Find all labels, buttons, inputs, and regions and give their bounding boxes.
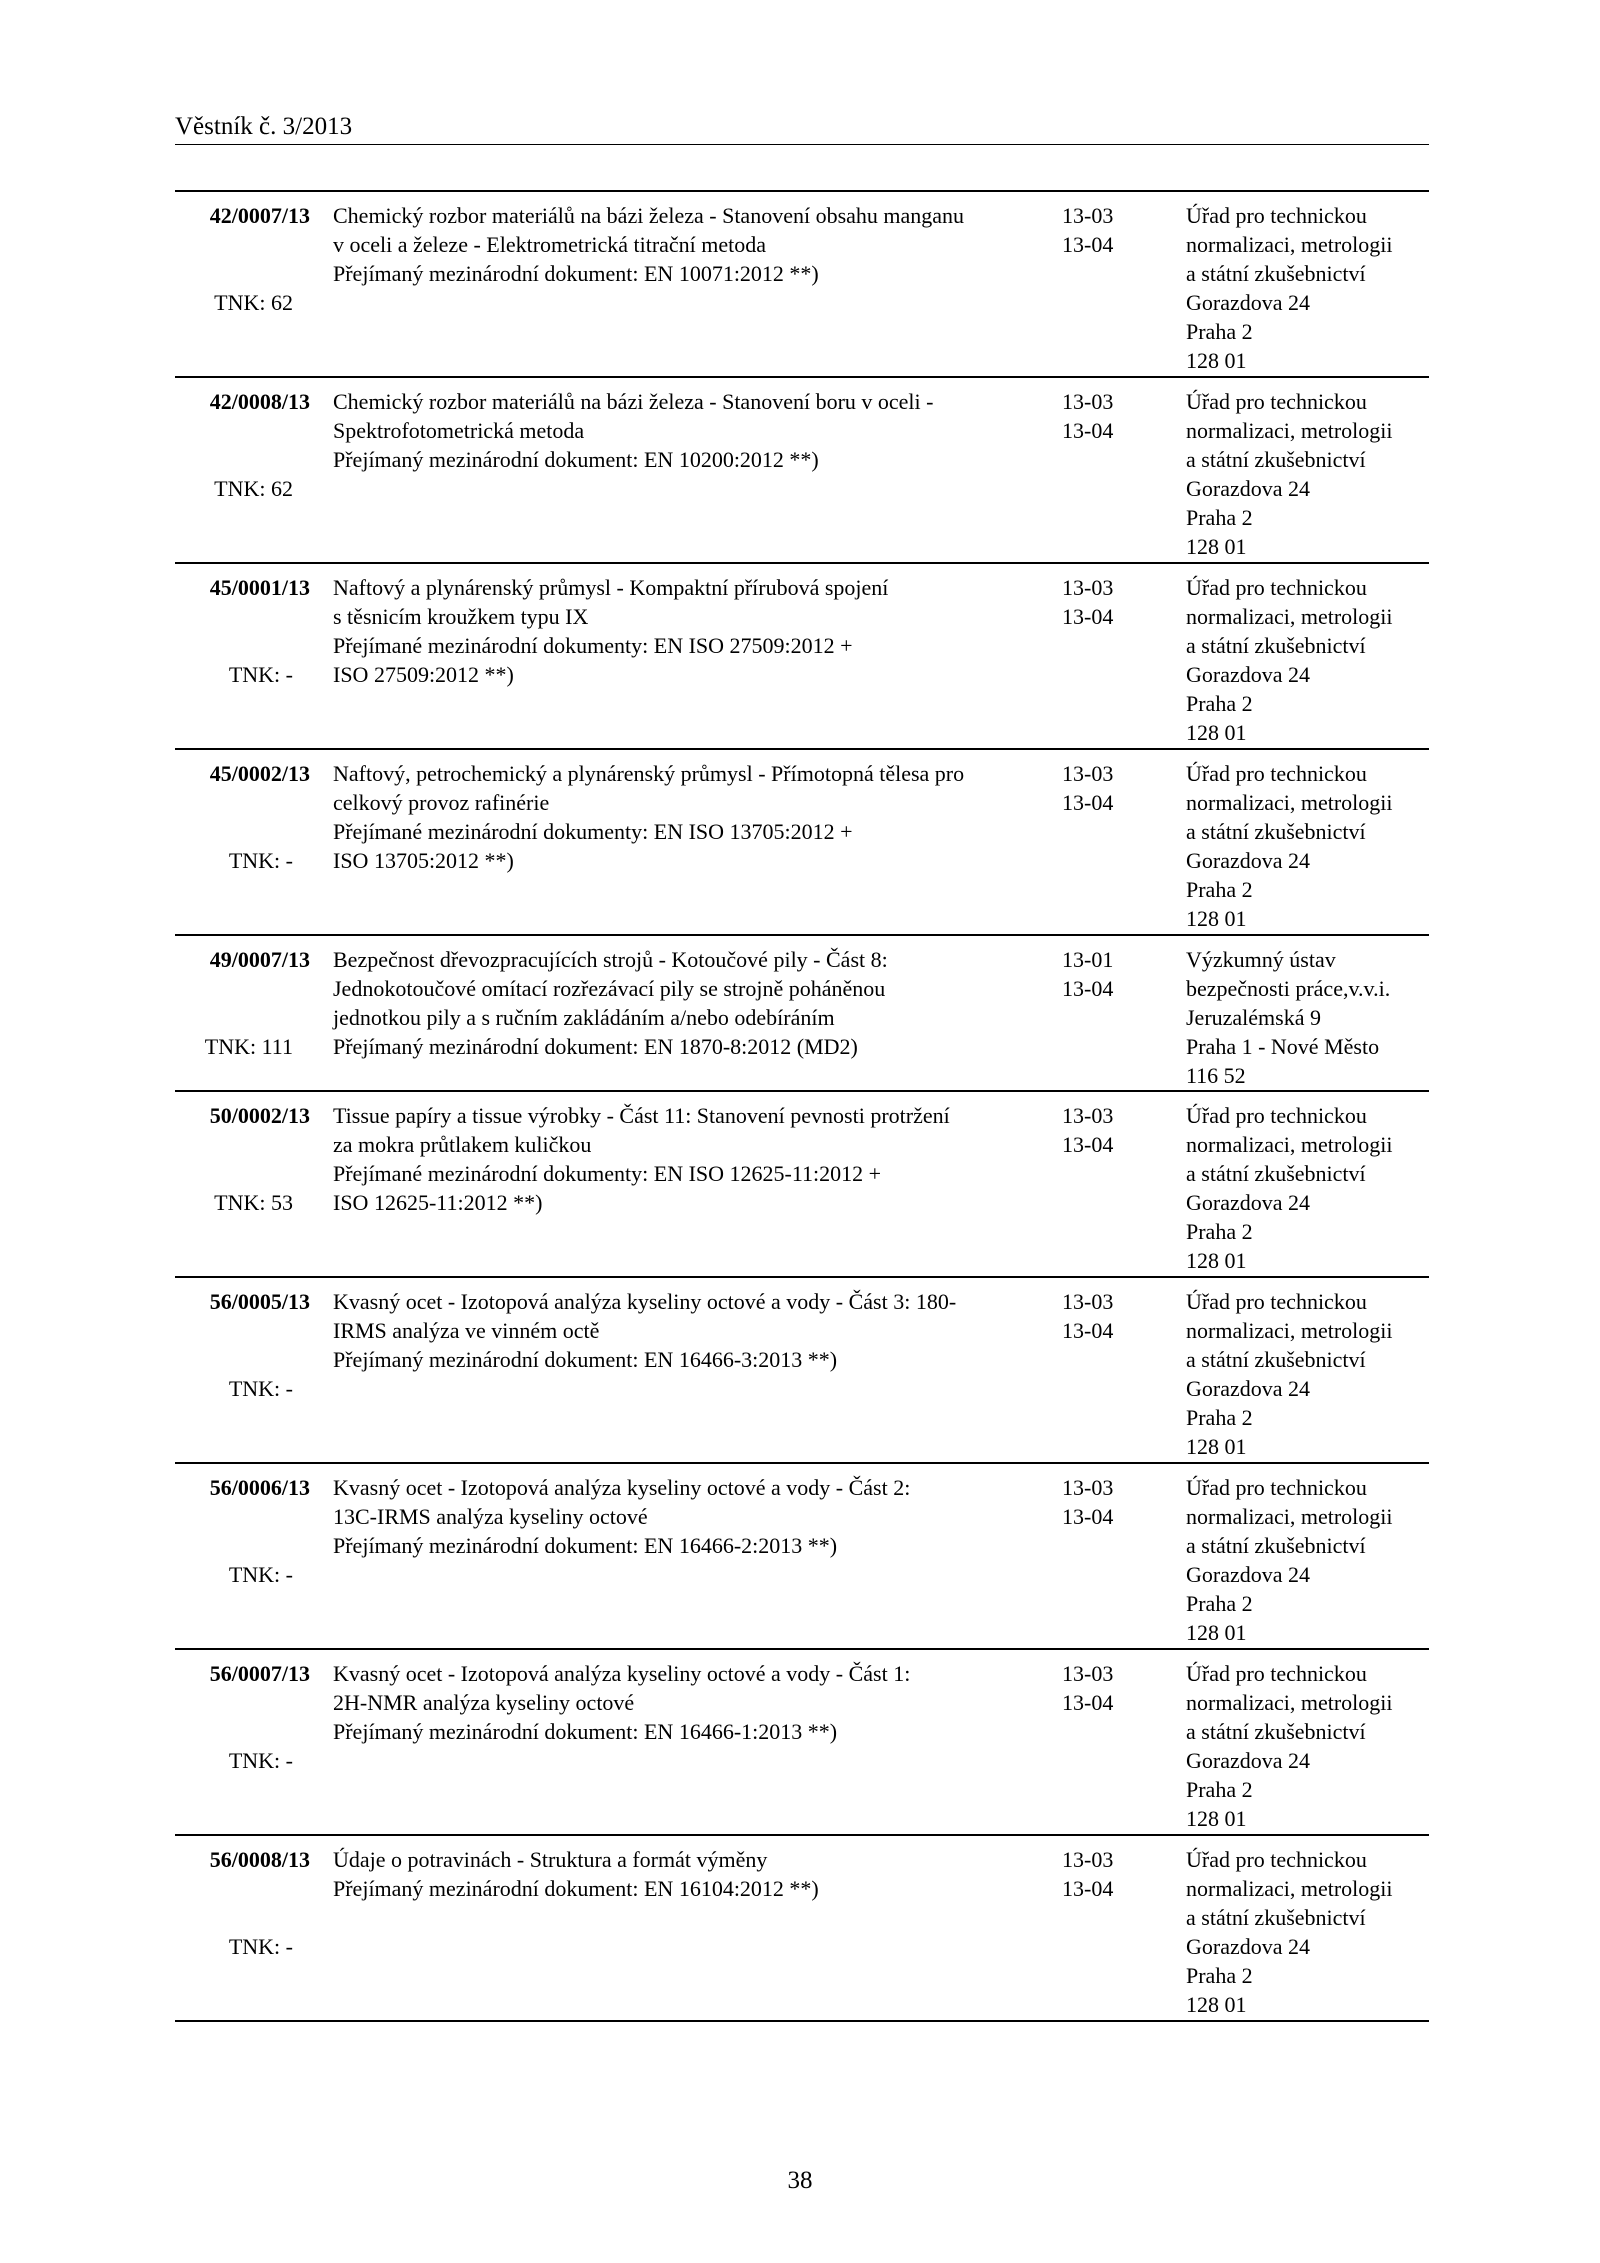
organization-line: a státní zkušebnictví [1186,447,1366,472]
processing-organization [1186,1287,1431,1461]
tnk-label: TNK: 62 [214,476,293,501]
classification-codes [1062,201,1152,259]
classification-code: 13-03 [1062,1289,1114,1314]
classification-code: 13-04 [1062,976,1114,1001]
standard-id: 56/0008/13 [209,1847,310,1872]
processing-organization [1186,945,1431,1090]
organization-line: Úřad pro technickou [1186,389,1367,414]
organization-line: a státní zkušebnictví [1186,1533,1366,1558]
standard-title [333,759,1033,875]
organization-line: 128 01 [1186,1992,1247,2017]
classification-code: 13-03 [1062,1103,1114,1128]
title-line: Přejímaný mezinárodní dokument: EN 10071:2012 **) [333,261,819,286]
organization-line: 128 01 [1186,906,1247,931]
title-line: 2H-NMR analýza kyseliny octové [333,1690,635,1715]
organization-line: Praha 1 - Nové Město [1186,1034,1380,1059]
header-title: Věstník č. 3/2013 [175,113,353,140]
processing-organization [1186,573,1431,747]
organization-line: a státní zkušebnictví [1186,1905,1366,1930]
table-row [175,1092,1429,1278]
table-row [175,936,1429,1092]
title-line: Přejímaný mezinárodní dokument: EN 16466-1:2013 **) [333,1719,838,1744]
classification-code: 13-04 [1062,1132,1114,1157]
table-row [175,1278,1429,1464]
organization-line: Gorazdova 24 [1186,662,1311,687]
organization-line: normalizaci, metrologii [1186,1690,1393,1715]
organization-line: Gorazdova 24 [1186,476,1311,501]
title-line: celkový provoz rafinérie [333,790,550,815]
organization-line: Úřad pro technickou [1186,1847,1367,1872]
organization-line: Výzkumný ústav [1186,947,1336,972]
organization-line: normalizaci, metrologii [1186,418,1393,443]
table-row [175,1650,1429,1836]
organization-line: Úřad pro technickou [1186,575,1367,600]
classification-code: 13-03 [1062,1475,1114,1500]
standard-title [333,573,1033,689]
organization-line: 128 01 [1186,534,1247,559]
title-line: Kvasný ocet - Izotopová analýza kyseliny octové a vody - Část 3: 180- [333,1289,957,1314]
organization-line: 128 01 [1186,1620,1247,1645]
organization-line: Praha 2 [1186,505,1253,530]
tnk-label: TNK: 111 [204,1034,293,1059]
tnk-label: TNK: 62 [214,290,293,315]
organization-line: normalizaci, metrologii [1186,790,1393,815]
title-line: Naftový a plynárenský průmysl - Kompaktní přírubová spojení [333,575,889,600]
processing-organization [1186,201,1431,375]
title-line: Kvasný ocet - Izotopová analýza kyseliny octové a vody - Část 2: [333,1475,911,1500]
organization-line: 128 01 [1186,1806,1247,1831]
organization-line: normalizaci, metrologii [1186,604,1393,629]
table-row [175,1836,1429,2022]
standard-id: 56/0006/13 [209,1475,310,1500]
organization-line: Praha 2 [1186,319,1253,344]
organization-line: Praha 2 [1186,1405,1253,1430]
standard-id: 49/0007/13 [209,947,310,972]
standard-title [333,1287,1033,1374]
organization-line: a státní zkušebnictví [1186,1719,1366,1744]
classification-codes [1062,1101,1152,1159]
title-line: jednotkou pily a s ručním zakládáním a/nebo odebíráním [333,1005,835,1030]
title-line: IRMS analýza ve vinném octě [333,1318,600,1343]
standard-title [333,1659,1033,1746]
organization-line: Úřad pro technickou [1186,1289,1367,1314]
classification-codes [1062,945,1152,1003]
title-line: Chemický rozbor materiálů na bázi železa - Stanovení boru v oceli - [333,389,934,414]
organization-line: Úřad pro technickou [1186,1103,1367,1128]
organization-line: a státní zkušebnictví [1186,261,1366,286]
organization-line: Úřad pro technickou [1186,1661,1367,1686]
classification-codes [1062,759,1152,817]
classification-code: 13-04 [1062,790,1114,815]
organization-line: Gorazdova 24 [1186,1934,1311,1959]
classification-code: 13-01 [1062,947,1114,972]
title-line: ISO 13705:2012 **) [333,848,514,873]
table-row [175,1464,1429,1650]
organization-line: bezpečnosti práce,v.v.i. [1186,976,1391,1001]
title-line: Bezpečnost dřevozpracujících strojů - Kotoučové pily - Část 8: [333,947,888,972]
standard-id: 45/0001/13 [209,575,310,600]
table-row [175,564,1429,750]
organization-line: Jeruzalémská 9 [1186,1005,1321,1030]
processing-organization [1186,1473,1431,1647]
organization-line: normalizaci, metrologii [1186,1132,1393,1157]
classification-codes [1062,387,1152,445]
organization-line: Praha 2 [1186,877,1253,902]
title-line: v oceli a železe - Elektrometrická titrační metoda [333,232,767,257]
title-line: Přejímané mezinárodní dokumenty: EN ISO 13705:2012 + [333,819,853,844]
classification-code: 13-04 [1062,1876,1114,1901]
classification-code: 13-03 [1062,389,1114,414]
page-number: 38 [787,2167,813,2194]
processing-organization [1186,759,1431,933]
standard-title [333,387,1033,474]
organization-line: Gorazdova 24 [1186,1190,1311,1215]
tnk-label: TNK: - [228,1748,293,1773]
table-row [175,192,1429,378]
organization-line: Gorazdova 24 [1186,1562,1311,1587]
processing-organization [1186,1845,1431,2019]
header-rule [175,144,1429,145]
title-line: Jednokotoučové omítací rozřezávací pily se strojně poháněnou [333,976,886,1001]
title-line: Přejímaný mezinárodní dokument: EN 10200:2012 **) [333,447,819,472]
organization-line: normalizaci, metrologii [1186,1504,1393,1529]
classification-codes [1062,1659,1152,1717]
organization-line: 128 01 [1186,1434,1247,1459]
classification-code: 13-03 [1062,1661,1114,1686]
standards-table [175,190,1429,2022]
table-row [175,378,1429,564]
classification-code: 13-04 [1062,1690,1114,1715]
organization-line: Praha 2 [1186,1777,1253,1802]
organization-line: a státní zkušebnictví [1186,633,1366,658]
processing-organization [1186,1101,1431,1275]
organization-line: Úřad pro technickou [1186,761,1367,786]
standard-title [333,201,1033,288]
organization-line: Úřad pro technickou [1186,203,1367,228]
organization-line: 128 01 [1186,720,1247,745]
processing-organization [1186,1659,1431,1833]
standard-title [333,1845,1033,1903]
organization-line: Úřad pro technickou [1186,1475,1367,1500]
classification-code: 13-03 [1062,575,1114,600]
tnk-label: TNK: - [228,1376,293,1401]
organization-line: normalizaci, metrologii [1186,1876,1393,1901]
organization-line: Praha 2 [1186,1963,1253,1988]
standard-id: 42/0007/13 [209,203,310,228]
organization-line: Gorazdova 24 [1186,1376,1311,1401]
title-line: Spektrofotometrická metoda [333,418,585,443]
title-line: Přejímaný mezinárodní dokument: EN 16466-3:2013 **) [333,1347,838,1372]
organization-line: Gorazdova 24 [1186,290,1311,315]
organization-line: Gorazdova 24 [1186,1748,1311,1773]
table-row [175,750,1429,936]
organization-line: a státní zkušebnictví [1186,819,1366,844]
title-line: Údaje o potravinách - Struktura a formát výměny [333,1847,768,1872]
standard-id: 50/0002/13 [209,1103,310,1128]
title-line: Kvasný ocet - Izotopová analýza kyseliny octové a vody - Část 1: [333,1661,911,1686]
standard-title [333,1473,1033,1560]
classification-code: 13-04 [1062,1504,1114,1529]
organization-line: Praha 2 [1186,1219,1253,1244]
title-line: ISO 27509:2012 **) [333,662,514,687]
classification-codes [1062,573,1152,631]
organization-line: Praha 2 [1186,691,1253,716]
title-line: za mokra průtlakem kuličkou [333,1132,592,1157]
tnk-label: TNK: - [228,848,293,873]
standard-id: 45/0002/13 [209,761,310,786]
processing-organization [1186,387,1431,561]
classification-code: 13-03 [1062,761,1114,786]
standard-id: 56/0005/13 [209,1289,310,1314]
classification-code: 13-03 [1062,203,1114,228]
classification-code: 13-04 [1062,1318,1114,1343]
classification-codes [1062,1473,1152,1531]
tnk-label: TNK: - [228,1934,293,1959]
title-line: Naftový, petrochemický a plynárenský průmysl - Přímotopná tělesa pro [333,761,965,786]
classification-code: 13-03 [1062,1847,1114,1872]
title-line: Přejímané mezinárodní dokumenty: EN ISO 12625-11:2012 + [333,1161,882,1186]
title-line: Chemický rozbor materiálů na bázi železa - Stanovení obsahu manganu [333,203,965,228]
standard-title [333,945,1033,1061]
organization-line: 128 01 [1186,1248,1247,1273]
organization-line: 128 01 [1186,348,1247,373]
organization-line: Praha 2 [1186,1591,1253,1616]
organization-line: normalizaci, metrologii [1186,232,1393,257]
tnk-label: TNK: - [228,1562,293,1587]
title-line: Tissue papíry a tissue výrobky - Část 11: Stanovení pevnosti protržení [333,1103,950,1128]
classification-code: 13-04 [1062,418,1114,443]
organization-line: a státní zkušebnictví [1186,1161,1366,1186]
title-line: Přejímaný mezinárodní dokument: EN 1870-8:2012 (MD2) [333,1034,858,1059]
tnk-label: TNK: 53 [214,1190,293,1215]
title-line: Přejímaný mezinárodní dokument: EN 16466-2:2013 **) [333,1533,838,1558]
organization-line: 116 52 [1186,1063,1246,1088]
classification-codes [1062,1845,1152,1903]
classification-codes [1062,1287,1152,1345]
standard-id: 56/0007/13 [209,1661,310,1686]
title-line: ISO 12625-11:2012 **) [333,1190,543,1215]
classification-code: 13-04 [1062,604,1114,629]
standard-title [333,1101,1033,1217]
title-line: s těsnicím kroužkem typu IX [333,604,589,629]
organization-line: normalizaci, metrologii [1186,1318,1393,1343]
classification-code: 13-04 [1062,232,1114,257]
title-line: 13C-IRMS analýza kyseliny octové [333,1504,648,1529]
title-line: Přejímaný mezinárodní dokument: EN 16104:2012 **) [333,1876,819,1901]
organization-line: a státní zkušebnictví [1186,1347,1366,1372]
tnk-label: TNK: - [228,662,293,687]
standard-id: 42/0008/13 [209,389,310,414]
organization-line: Gorazdova 24 [1186,848,1311,873]
title-line: Přejímané mezinárodní dokumenty: EN ISO 27509:2012 + [333,633,853,658]
